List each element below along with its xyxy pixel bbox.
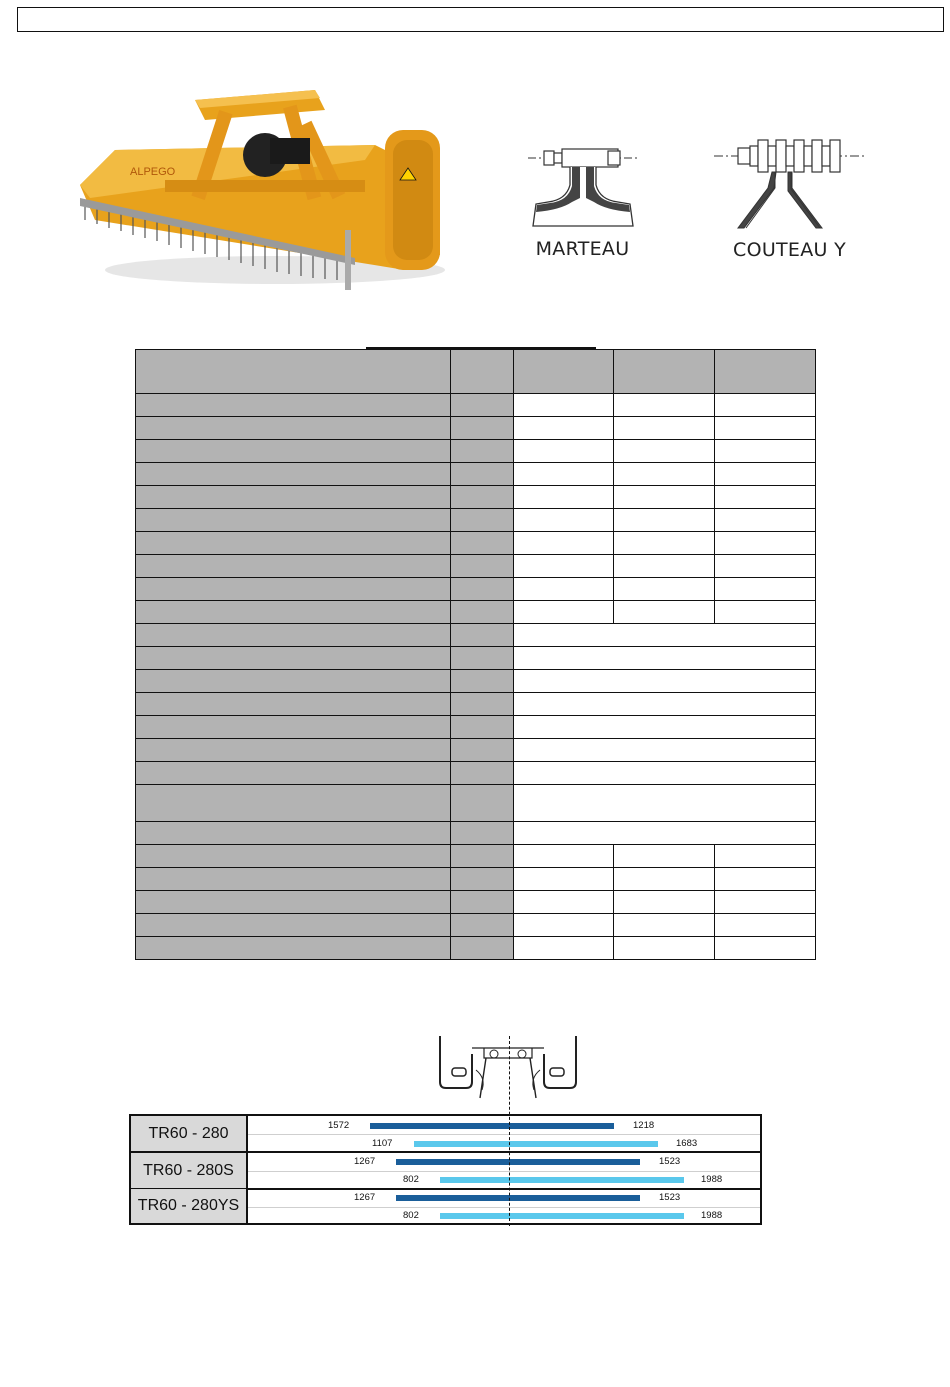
row-divider <box>248 1171 760 1172</box>
row-divider <box>248 1134 760 1135</box>
tractor-centerline <box>509 1036 510 1226</box>
spec-row <box>136 509 816 532</box>
spec-table <box>135 349 816 960</box>
offset-table <box>129 1114 762 1225</box>
spec-row <box>136 891 816 914</box>
model-label: TR60 - 280 <box>131 1116 248 1152</box>
right-offset-value: 1683 <box>676 1138 698 1149</box>
tractor-rear-icon <box>436 1034 580 1100</box>
spec-header-cell <box>136 350 451 394</box>
spec-row-merged <box>136 716 816 739</box>
offset-bar <box>440 1213 684 1219</box>
offset-bar <box>414 1141 658 1147</box>
spec-header-cell <box>451 350 514 394</box>
spec-header-row <box>136 350 816 394</box>
row-divider <box>248 1207 760 1208</box>
right-offset-value: 1523 <box>659 1192 681 1203</box>
couteau-y-label: COUTEAU Y <box>733 239 846 261</box>
offset-bar <box>396 1195 640 1201</box>
spec-row-merged <box>136 670 816 693</box>
spec-row <box>136 417 816 440</box>
marteau-diagram <box>520 140 645 265</box>
right-offset-value: 1523 <box>659 1156 681 1167</box>
left-offset-value: 802 <box>403 1174 419 1185</box>
spec-row <box>136 937 816 960</box>
spec-header-cell <box>715 350 816 394</box>
spec-row <box>136 601 816 624</box>
mulcher-photo <box>75 80 455 295</box>
right-offset-value: 1218 <box>633 1120 655 1131</box>
offset-bar <box>440 1177 684 1183</box>
spec-row-merged <box>136 822 816 845</box>
spec-row-merged <box>136 785 816 822</box>
right-offset-value: 1988 <box>701 1210 723 1221</box>
couteau-y-diagram <box>712 136 867 266</box>
offset-bar <box>396 1159 640 1165</box>
spec-row <box>136 486 816 509</box>
spec-row <box>136 914 816 937</box>
left-offset-value: 1267 <box>354 1192 376 1203</box>
spec-row <box>136 845 816 868</box>
offset-bar <box>370 1123 614 1129</box>
y-knife-blade-icon <box>712 136 867 236</box>
spec-row-merged <box>136 693 816 716</box>
spec-row-merged <box>136 647 816 670</box>
marteau-label: MARTEAU <box>535 238 630 260</box>
spec-row <box>136 463 816 486</box>
spec-header-cell <box>614 350 715 394</box>
left-offset-value: 1267 <box>354 1156 376 1167</box>
model-label: TR60 - 280YS <box>131 1189 248 1223</box>
spec-row <box>136 532 816 555</box>
left-offset-value: 1107 <box>372 1138 393 1149</box>
left-offset-value: 1572 <box>328 1120 350 1131</box>
model-label: TR60 - 280S <box>131 1153 248 1189</box>
spec-row-merged <box>136 762 816 785</box>
spec-row <box>136 440 816 463</box>
spec-row-merged <box>136 739 816 762</box>
spec-row <box>136 868 816 891</box>
spec-row <box>136 555 816 578</box>
spec-row-merged <box>136 624 816 647</box>
left-offset-value: 802 <box>403 1210 419 1221</box>
spec-header-cell <box>514 350 614 394</box>
spec-row <box>136 394 816 417</box>
spec-row <box>136 578 816 601</box>
brand-text: ALPEGO <box>130 166 176 178</box>
hammer-blade-icon <box>520 140 645 235</box>
right-offset-value: 1988 <box>701 1174 723 1185</box>
header-box <box>17 7 944 32</box>
